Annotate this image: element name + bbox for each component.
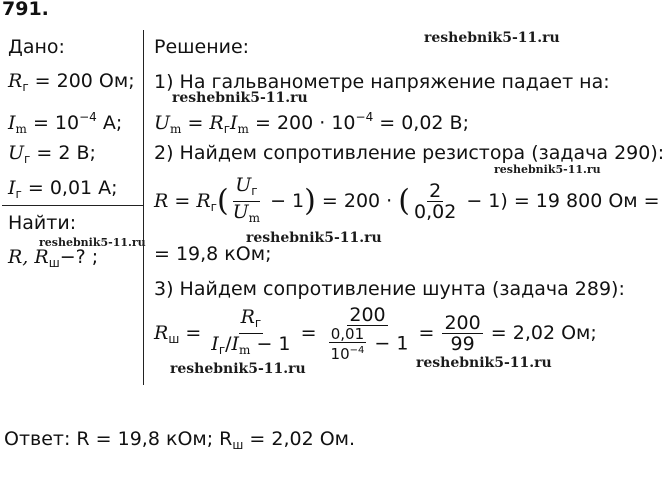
given-line-ig: $I_г = 0,01$ А; <box>8 177 118 201</box>
given-find-divider <box>2 205 143 206</box>
watermark: reshebnik5-11.ru <box>170 361 306 377</box>
problem-number: 791. <box>2 0 49 20</box>
answer-line: Ответ: R = 19,8 кОм; $R_ш = 2,02$ Ом. <box>4 428 356 452</box>
watermark: reshebnik5-11.ru <box>246 230 382 246</box>
step3-text: 3) Найдем сопротивление шунта (задача 289): <box>154 278 625 300</box>
watermark: reshebnik5-11.ru <box>172 90 308 106</box>
step1-text: 1) На гальванометре напряжение падает на: <box>154 71 610 93</box>
step3-equation: $R_ш$ = $\frac{R_г}{I_г/I_m - 1}$ = 200 $\frac{0,01}{10^{-4}}$ − 1 = $\frac{200}{99}$ = 2,02 Ом; <box>154 304 597 363</box>
step1-equation: $U_m = R_гI_m = 200 \cdot 10^{-4} = 0,02$ В; <box>154 110 469 136</box>
given-line-im: $I_m = 10^{-4}$ А; <box>8 110 123 136</box>
step2-text: 2) Найдем сопротивление резистора (задача 290): <box>154 142 664 164</box>
watermark: reshebnik5-11.ru <box>416 355 552 371</box>
given-header: Дано: <box>8 36 65 58</box>
watermark: reshebnik5-11.ru <box>39 236 146 249</box>
step2-equation: $R = R_г$( $\frac{U_г}{U_m}$ − 1) = 200 · ( $\frac{2}{0,02}$ − 1) = 19 800 Ом = <box>154 174 660 225</box>
find-header: Найти: <box>8 212 77 234</box>
vertical-divider <box>143 30 144 385</box>
step2-continuation: = 19,8 кОм; <box>154 243 272 265</box>
given-line-rg: $R_г = 200$ Ом; <box>8 70 135 94</box>
find-line: R, $R_ш-$? ; <box>8 246 99 270</box>
given-line-ug: $U_г = 2$ В; <box>8 142 96 166</box>
watermark: reshebnik5-11.ru <box>424 30 560 46</box>
solution-header: Решение: <box>154 36 250 58</box>
watermark: reshebnik5-11.ru <box>494 163 601 176</box>
